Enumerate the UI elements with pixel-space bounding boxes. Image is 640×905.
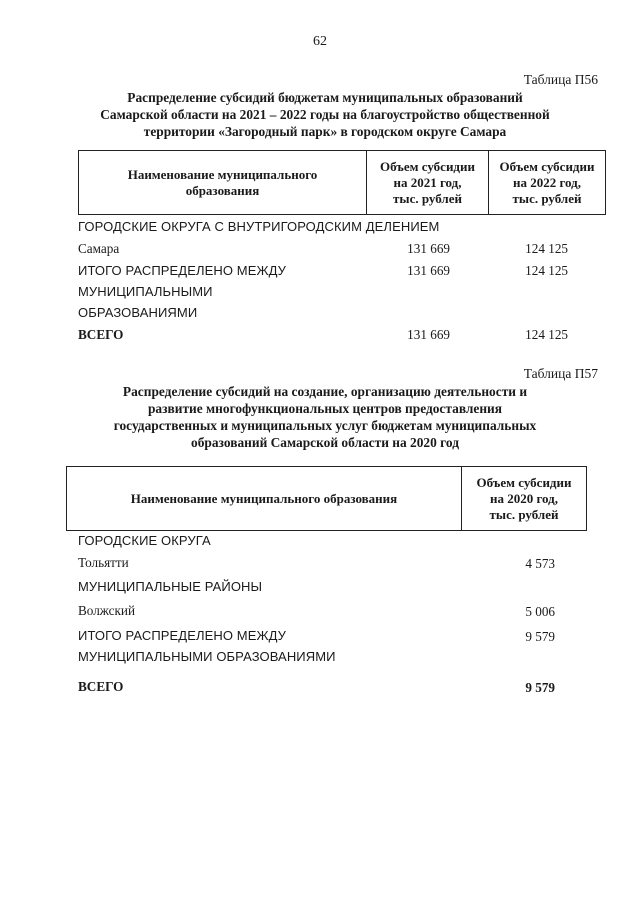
row-samara-2022: 124 125 <box>525 241 568 256</box>
row-total-2021: 131 669 <box>407 327 450 342</box>
row-name-togliatti: Тольятти <box>78 555 129 570</box>
header-2022: Объем субсидии на 2022 год, тыс. рублей <box>489 151 606 215</box>
header-name-2: Наименование муниципального образования <box>67 467 462 531</box>
row-itogo-2021: 131 669 <box>407 263 450 278</box>
row-name-itogo-2: ИТОГО РАСПРЕДЕЛЕНО МЕЖДУ МУНИЦИПАЛЬНЫМИ ОБРАЗОВАНИЯМИ <box>78 628 336 664</box>
section-city-districts: ГОРОДСКИЕ ОКРУГА С ВНУТРИГОРОДСКИМ ДЕЛЕНИЕМ <box>78 219 440 234</box>
row-itogo-2020: 9 579 <box>525 629 555 644</box>
row-volzhsky-2020: 5 006 <box>525 604 555 619</box>
row-name-volzhsky: Волжский <box>78 603 136 618</box>
row-total-2022: 124 125 <box>525 327 568 342</box>
row-name-total: ВСЕГО <box>78 327 124 342</box>
row-itogo-2022: 124 125 <box>525 263 568 278</box>
header-2021: Объем субсидии на 2021 год, тыс. рублей <box>367 151 489 215</box>
table-p56-title: Распределение субсидий бюджетам муниципальных образований Самарской области на 2021 – 2022 годы на благоустройство общественной территории «Загородный парк» в городском округе Самара <box>100 90 550 139</box>
row-togliatti-2020: 4 573 <box>525 556 555 571</box>
row-name-itogo: ИТОГО РАСПРЕДЕЛЕНО МЕЖДУ МУНИЦИПАЛЬНЫМИ ОБРАЗОВАНИЯМИ <box>78 263 287 320</box>
row-samara-2021: 131 669 <box>407 241 450 256</box>
page-number: 62 <box>313 34 327 49</box>
section-municipal-districts: МУНИЦИПАЛЬНЫЕ РАЙОНЫ <box>78 579 263 594</box>
table-p57-title: Распределение субсидий на создание, организацию деятельности и развитие многофункциональных центров предоставления государственных и муниципальных услуг бюджетам муниципальных образований Самарской области на 2020 год <box>113 384 537 450</box>
section-city-districts-2: ГОРОДСКИЕ ОКРУГА <box>78 533 211 548</box>
table-p57-label: Таблица П57 <box>523 366 598 381</box>
header-name: Наименование муниципального образования <box>79 151 367 215</box>
table-p56-header <box>78 150 606 215</box>
table-p57-header <box>66 466 587 531</box>
row-name-samara: Самара <box>78 241 120 256</box>
header-2020: Объем субсидии на 2020 год, тыс. рублей <box>462 467 587 531</box>
row-total-2020: 9 579 <box>525 680 555 695</box>
row-name-total-2: ВСЕГО <box>78 679 124 694</box>
table-p56-label: Таблица П56 <box>523 72 598 87</box>
